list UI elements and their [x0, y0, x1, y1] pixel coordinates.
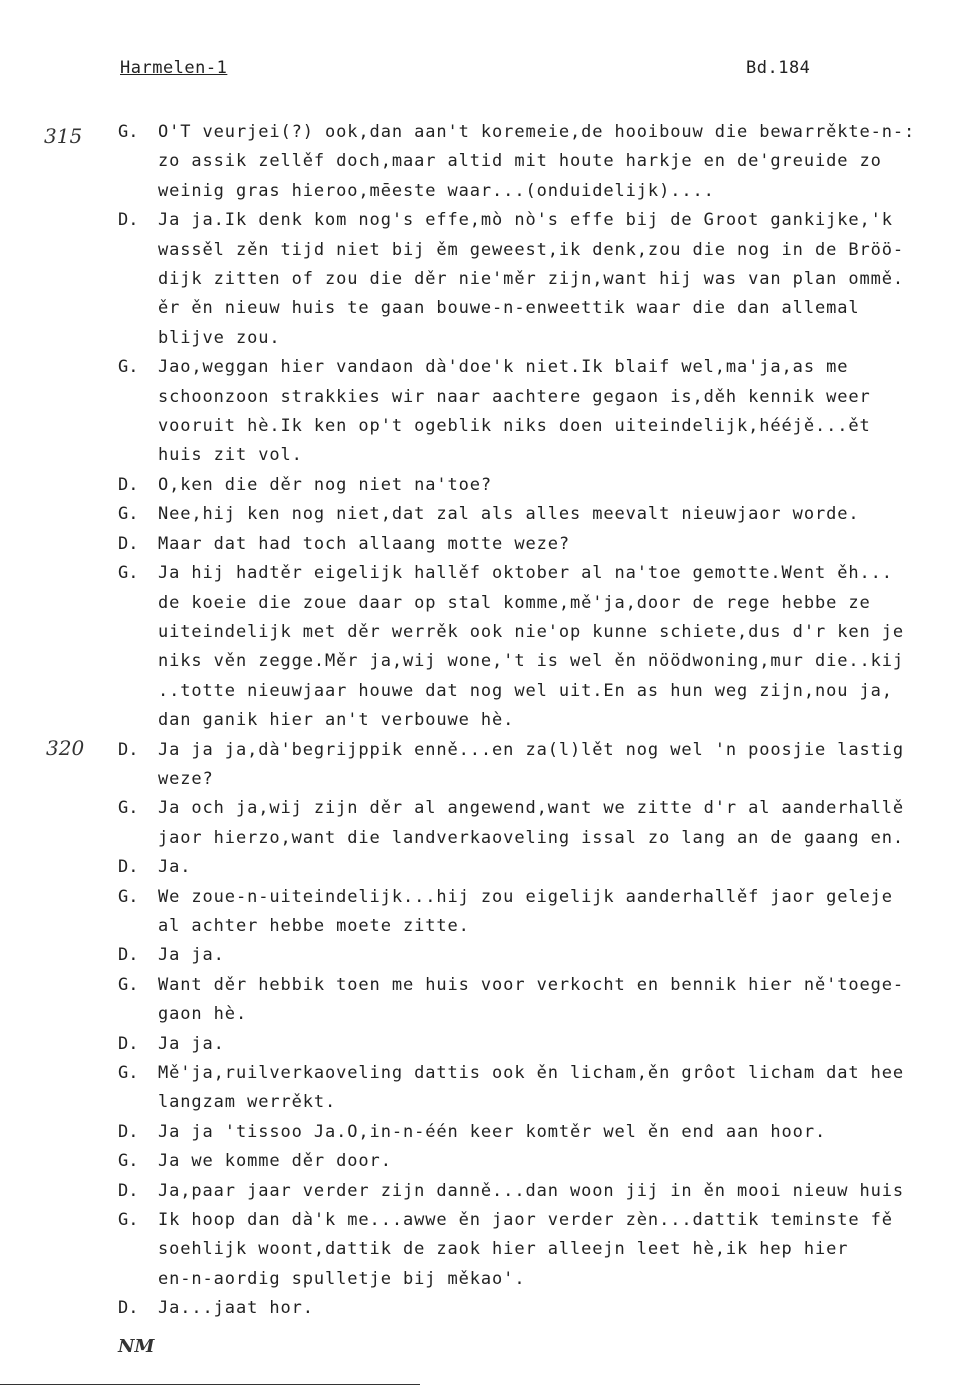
dialogue-turn: [118, 1294, 978, 1323]
dialogue-turn: [118, 1118, 978, 1147]
speaker-label: G.: [118, 1210, 139, 1231]
text-line: huis zit vol.: [158, 445, 303, 466]
text-line: de koeie die zoue daar op stal komme,mě'ja,door de rege hebbe ze: [158, 592, 871, 613]
turn-text: [158, 941, 978, 970]
page-header-location: Harmelen-1: [120, 58, 228, 78]
text-line: O'T veurjei(?) ook,dan aan't koremeie,de hooibouw die bewarrěkte-n-:: [158, 122, 916, 142]
dialogue-turn: [118, 530, 978, 559]
text-line: Ja ja 'tissoo Ja.O,in-n-één keer komtěr wel ěn end aan hoor.: [158, 1121, 827, 1142]
dialogue-turn: [118, 1059, 978, 1118]
dialogue-turn: [118, 1177, 978, 1206]
speaker-label: D.: [118, 533, 139, 554]
turn-text: [158, 1206, 978, 1294]
margin-line-number-top: 315: [44, 124, 83, 148]
text-line: Ik hoop dan dà'k me...awwe ěn jaor verder zèn...dattik teminste fě: [158, 1210, 893, 1231]
speaker-label: G.: [118, 357, 139, 378]
text-line: Ja.: [158, 857, 192, 878]
turn-text: [158, 1059, 978, 1118]
turn-text: [158, 471, 978, 500]
dialogue-turn: [118, 883, 978, 942]
text-line: weinig gras hieroo,mēeste waar...(onduidelijk)....: [158, 180, 715, 201]
text-line: uiteindelijk met děr werrěk ook nie'op kunne schiete,dus d'r ken je: [158, 621, 905, 642]
text-line: niks věn zegge.Měr ja,wij wone,'t is wel ěn nöödwoning,mur die..kij: [158, 651, 905, 672]
text-line: dan ganik hier an't verbouwe hè.: [158, 710, 515, 731]
speaker-label: D.: [118, 1298, 139, 1319]
speaker-label: D.: [118, 739, 139, 760]
text-line: Ja hij hadtěr eigelijk hallěf oktober al na'toe gemotte.Went ěh...: [158, 563, 893, 584]
text-line: Ja we komme děr door.: [158, 1151, 392, 1172]
speaker-label: G.: [118, 886, 139, 907]
text-line: Maar dat had toch allaang motte weze?: [158, 533, 570, 554]
speaker-label: D.: [118, 1121, 139, 1142]
turn-text: [158, 971, 978, 1030]
turn-text: [158, 353, 978, 471]
text-line: gaon hè.: [158, 1004, 248, 1025]
turn-text: [158, 559, 978, 735]
turn-text: [158, 794, 978, 853]
speaker-label: G.: [118, 1151, 139, 1172]
turn-text: [158, 530, 978, 559]
turn-text: [158, 206, 978, 353]
bottom-handwritten-note: NM: [118, 1336, 155, 1357]
turn-text: [158, 118, 978, 206]
turn-text: [158, 1177, 978, 1206]
speaker-label: D.: [118, 1033, 139, 1054]
text-line: Ja ja ja,dà'begrijppik enně...en za(l)lět nog wel 'n poosjie lastig: [158, 739, 905, 760]
text-line: Mě'ja,ruilverkaoveling dattis ook ěn licham,ěn grôot licham dat hee: [158, 1063, 905, 1083]
turn-text: [158, 1118, 978, 1147]
text-line: blijve zou.: [158, 327, 281, 348]
text-line: We zoue-n-uiteindelijk...hij zou eigelijk aanderhallěf jaor geleje: [158, 886, 893, 907]
dialogue-turn: [118, 206, 978, 353]
turn-text: [158, 1147, 978, 1176]
text-line: dijk zitten of zou die děr nie'měr zijn,want hij was van plan ommě.: [158, 269, 905, 290]
text-line: wassěl zěn tijd niet bij ěm geweest,ik denk,zou die nog in de Bröö-: [158, 239, 905, 260]
text-line: jaor hierzo,want die landverkaoveling issal zo lang an de gaang en.: [158, 827, 905, 848]
text-line: Ja ja.Ik denk kom nog's effe,mò nò's effe bij de Groot gankijke,'k: [158, 210, 893, 231]
speaker-label: D.: [118, 1180, 139, 1201]
text-line: Ja...jaat hor.: [158, 1298, 314, 1319]
text-line: langzam werrěkt.: [158, 1092, 337, 1113]
transcript-body: [118, 118, 978, 1324]
turn-text: [158, 883, 978, 942]
text-line: al achter hebbe moete zitte.: [158, 915, 470, 936]
dialogue-turn: [118, 1030, 978, 1059]
text-line: zo assik zellěf doch,maar altid mit houte harkje en de'greuide zo: [158, 151, 882, 172]
text-line: Ja,paar jaar verder zijn danně...dan woon jij in ěn mooi nieuw huis: [158, 1180, 905, 1201]
text-line: Ja ja.: [158, 1033, 225, 1054]
text-line: Jao,weggan hier vandaon dà'doe'k niet.Ik blaif wel,ma'ja,as me: [158, 357, 849, 378]
turn-text: [158, 853, 978, 882]
speaker-label: G.: [118, 974, 139, 995]
dialogue-turn: [118, 736, 978, 795]
turn-text: [158, 1294, 978, 1323]
text-line: soehlijk woont,dattik de zaok hier alleejn leet hè,ik hep hier: [158, 1239, 849, 1260]
speaker-label: G.: [118, 798, 139, 819]
dialogue-turn: [118, 941, 978, 970]
speaker-label: D.: [118, 474, 139, 495]
text-line: Nee,hij ken nog niet,dat zal als alles meevalt nieuwjaor worde.: [158, 504, 860, 525]
text-line: Want děr hebbik toen me huis voor verkocht en bennik hier ně'toege-: [158, 974, 905, 995]
dialogue-turn: [118, 853, 978, 882]
bottom-rule-line: [0, 1384, 420, 1385]
dialogue-turn: [118, 471, 978, 500]
speaker-label: G.: [118, 1063, 139, 1083]
dialogue-turn: [118, 559, 978, 735]
page-header-volume: Bd.184: [746, 58, 811, 78]
text-line: Ja ja.: [158, 945, 225, 966]
speaker-label: G.: [118, 504, 139, 525]
text-line: O,ken die děr nog niet na'toe?: [158, 474, 493, 495]
dialogue-turn: [118, 794, 978, 853]
speaker-label: D.: [118, 857, 139, 878]
text-line: schoonzoon strakkies wir naar aachtere gegaon is,děh kennik weer: [158, 386, 871, 407]
text-line: weze?: [158, 768, 214, 789]
speaker-label: G.: [118, 563, 139, 584]
speaker-label: G.: [118, 122, 139, 142]
turn-text: [158, 1030, 978, 1059]
text-line: en-n-aordig spulletje bij měkao'.: [158, 1268, 526, 1289]
dialogue-turn: [118, 1147, 978, 1176]
margin-line-number-middle: 320: [46, 736, 85, 760]
turn-text: [158, 736, 978, 795]
dialogue-turn: [118, 118, 978, 206]
dialogue-turn: [118, 971, 978, 1030]
text-line: ěr ěn nieuw huis te gaan bouwe-n-enweettik waar die dan allemal: [158, 298, 860, 319]
text-line: ..totte nieuwjaar houwe dat nog wel uit.En as hun weg zijn,nou ja,: [158, 680, 893, 701]
speaker-label: D.: [118, 210, 139, 231]
dialogue-turn: [118, 1206, 978, 1294]
turn-text: [158, 500, 978, 529]
speaker-label: D.: [118, 945, 139, 966]
text-line: vooruit hè.Ik ken op't ogeblik niks doen uiteindelijk,hééjě...ět: [158, 416, 871, 437]
dialogue-turn: [118, 353, 978, 471]
text-line: Ja och ja,wij zijn děr al angewend,want we zitte d'r al aanderhallě: [158, 798, 905, 819]
dialogue-turn: [118, 500, 978, 529]
